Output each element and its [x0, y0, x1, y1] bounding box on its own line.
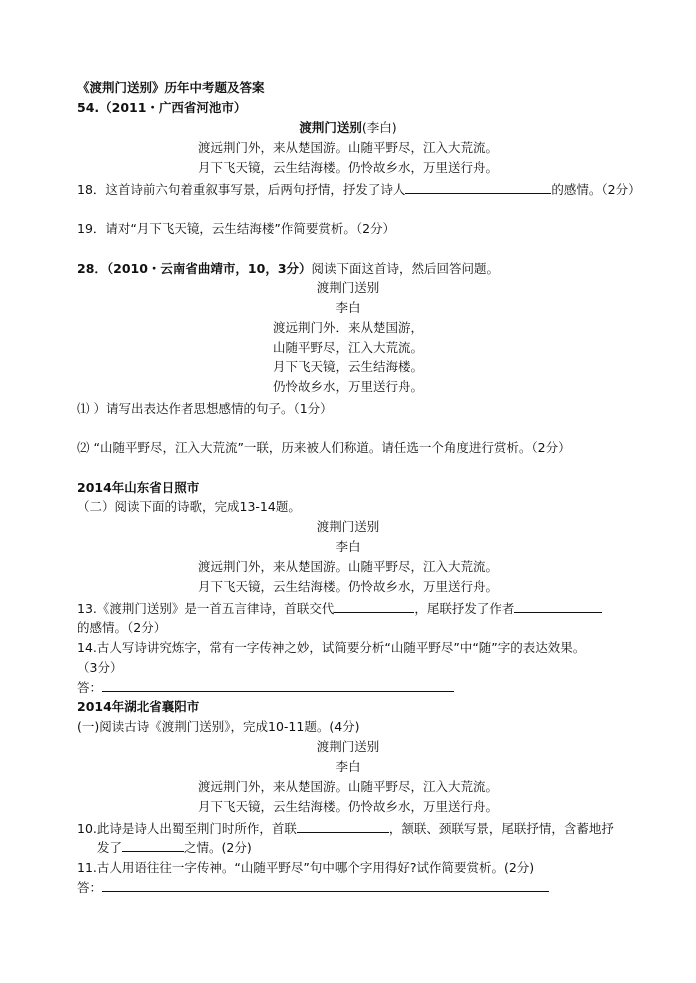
question-10 — [77, 820, 614, 837]
section3-header: 2014年山东省日照市 — [77, 480, 200, 495]
poem-line: 渡远荆门外，来从楚国游。山随平野尽，江入大荒流。 — [197, 140, 498, 155]
poem-title: 渡荆门送别 — [316, 739, 380, 754]
question-13-cont: 的感情。（2分） — [77, 620, 167, 635]
question-13 — [77, 600, 602, 617]
section1-header: 54.（2011・广西省河池市） — [77, 100, 247, 115]
poem-line: 月下飞天镜，云生结海楼。 — [272, 359, 423, 374]
question-11: 11.古人用语往往一字传神。“山随平野尽”句中哪个字用得好?试作简要赏析。(2分) — [77, 860, 535, 875]
poem-line: 渡远荆门外，来从楚国游。山随平野尽，江入大荒流。 — [197, 559, 498, 574]
question-19: 19．请对“月下飞天镜，云生结海楼”作简要赏析。（2分） — [77, 221, 396, 236]
poem-author: (李白) — [361, 120, 397, 135]
poem-title: 渡荆门送别 — [316, 280, 380, 295]
document-title: 《渡荆门送别》历年中考题及答案 — [77, 80, 265, 95]
answer-blank[interactable] — [102, 879, 549, 892]
answer-blank[interactable] — [297, 820, 389, 833]
poem-author: 李白 — [335, 759, 361, 774]
poem-line: 月下飞天镜，云生结海楼。仍怜故乡水，万里送行舟。 — [197, 579, 498, 594]
question-text: 18．这首诗前六句着重叙事写景，后两句抒情，抒发了诗人 — [77, 182, 406, 197]
question-10-cont — [97, 839, 252, 856]
section3-intro: （二）阅读下面的诗歌，完成13-14题。 — [77, 499, 301, 514]
poem-line: 渡远荆门外．来从楚国游， — [272, 320, 423, 335]
poem-line: 月下飞天镜，云生结海楼。仍怜故乡水，万里送行舟。 — [197, 799, 498, 814]
poem-title: 渡荆门送别 — [316, 519, 380, 534]
question-text: 10.此诗是诗人出蜀至荆门时所作，首联 — [77, 821, 297, 836]
answer-blank[interactable] — [122, 839, 184, 852]
answer-line — [77, 879, 549, 896]
answer-blank[interactable] — [514, 600, 602, 613]
question-14: 14.古人写诗讲究炼字，常有一字传神之妙，试简要分析“山随平野尽”中“随”字的表达效果。 — [77, 640, 586, 655]
question-text: 之情。(2分) — [184, 840, 252, 855]
question-1: ⑴ ）请写出表达作者思想感情的句子。（1分） — [77, 401, 333, 416]
question-text: 的感情。（2分） — [551, 182, 641, 197]
question-14-points: （3分） — [77, 660, 123, 675]
section4-header: 2014年湖北省襄阳市 — [77, 699, 200, 714]
answer-blank[interactable] — [405, 181, 551, 194]
poem-title: 渡荆门送别 — [299, 120, 362, 135]
poem-line: 月下飞天镜，云生结海楼。仍怜故乡水，万里送行舟。 — [197, 160, 498, 175]
question-2: ⑵ “山随平野尽，江入大荒流”一联，历来被人们称道。请任选一个角度进行赏析。（2分） — [77, 440, 571, 455]
question-text: ，颔联、颈联写景，尾联抒情，含蓄地抒 — [388, 821, 614, 836]
question-text: 发了 — [97, 840, 123, 855]
poem-line: 仍怜故乡水，万里送行舟。 — [272, 379, 423, 394]
answer-blank[interactable] — [334, 600, 414, 613]
question-18 — [77, 181, 641, 198]
answer-label: 答： — [77, 880, 103, 895]
question-text: ，尾联抒发了作者 — [414, 601, 515, 616]
section4-intro: (一)阅读古诗《渡荆门送别》，完成10-11题。(4分) — [77, 719, 360, 734]
answer-label: 答： — [77, 680, 103, 695]
question-text: 13.《渡荆门送别》是一首五言律诗，首联交代 — [77, 601, 335, 616]
poem-line: 渡远荆门外，来从楚国游。山随平野尽，江入大荒流。 — [197, 779, 498, 794]
poem-author: 李白 — [335, 300, 361, 315]
answer-blank[interactable] — [102, 679, 454, 692]
answer-line — [77, 679, 454, 696]
section-header-text: 阅读下面这首诗，然后回答问题。 — [311, 261, 500, 276]
poem-author: 李白 — [335, 539, 361, 554]
section-header-bold: 28．（2010・云南省曲靖市，10，3分） — [77, 261, 312, 276]
poem-line: 山随平野尽，江入大荒流。 — [272, 340, 423, 355]
section2-header — [77, 260, 499, 277]
section1-poem-heading — [0, 119, 696, 136]
